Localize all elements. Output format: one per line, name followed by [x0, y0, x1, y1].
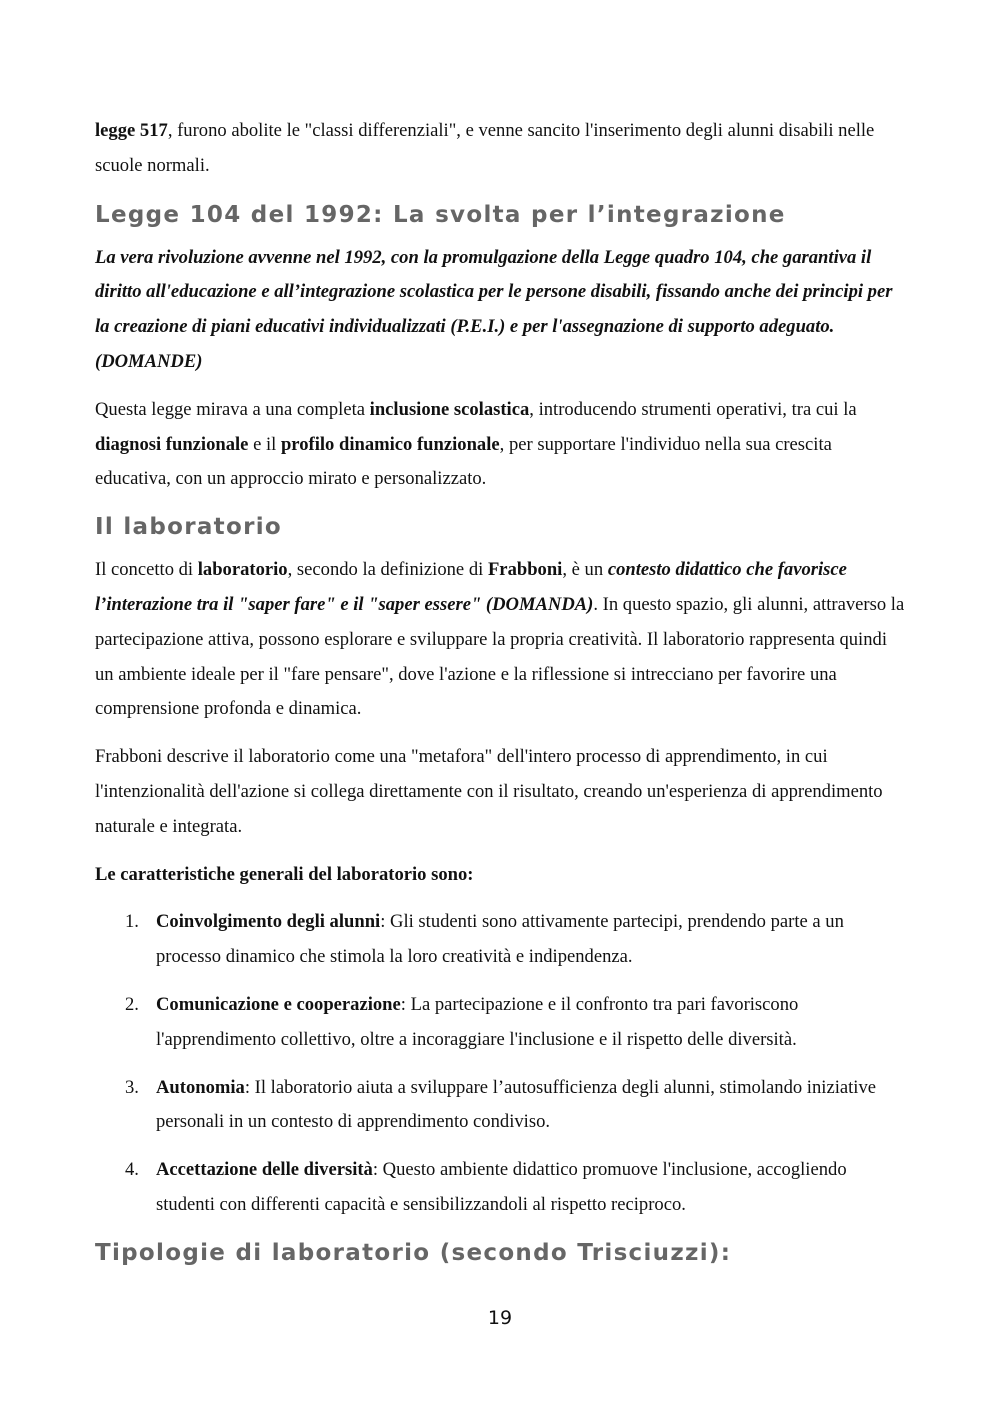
- text-segment: Questa legge mirava a una completa: [95, 398, 370, 420]
- list-item: [95, 905, 907, 975]
- list-number: 2.: [125, 993, 139, 1015]
- section-heading-tipologie: Tipologie di laboratorio (secondo Trisciuzzi):: [95, 1239, 732, 1266]
- list-item: [95, 1153, 907, 1223]
- paragraph-laboratorio-metafora: Frabboni descrive il laboratorio come una "metafora" dell'intero processo di apprendimento, in cui l'intenzionalità dell'azione si collega direttamente con il risultato, creando un'esperienza di apprendimento naturale e integrata.: [95, 746, 883, 837]
- bold-term: profilo dinamico funzionale: [280, 433, 500, 455]
- list-item: [95, 988, 907, 1058]
- section-heading-legge-104: Legge 104 del 1992: La svolta per l’integrazione: [95, 201, 786, 228]
- bold-term: Frabboni: [487, 559, 563, 581]
- text-segment: , introducendo strumenti operativi, tra cui la: [529, 398, 857, 420]
- bold-term: inclusione scolastica: [369, 398, 530, 420]
- text-segment: Il concetto di: [95, 559, 198, 581]
- bold-term: laboratorio: [197, 559, 288, 581]
- feature-text: : Il laboratorio aiuta a sviluppare l’autosufficienza degli alunni, stimolando iniziative personali in un contesto di apprendimento condiviso.: [156, 1076, 876, 1133]
- text-segment: , è un: [562, 559, 608, 581]
- section-heading-laboratorio: Il laboratorio: [95, 514, 283, 541]
- text-segment: . In questo spazio, gli alunni, attraverso la partecipazione attiva, possono esplorare e sviluppare la propria creatività. Il laboratorio rappresenta quindi un ambiente ideale per il "fare pensare", dove l'azione e la riflessione si intrecciano per favorire una comprensione profonda e dinamica.: [95, 593, 905, 720]
- feature-title: Comunicazione e cooperazione: [156, 993, 401, 1015]
- feature-title: Autonomia: [156, 1076, 245, 1098]
- law-reference: legge 517: [95, 120, 168, 141]
- feature-title: Accettazione delle diversità: [156, 1159, 373, 1181]
- feature-text: : La partecipazione e il confronto tra pari favoriscono l'apprendimento collettivo, oltre a incoraggiare l'inclusione e il rispetto delle diversità.: [156, 993, 799, 1050]
- feature-text: : Questo ambiente didattico promuove l'inclusione, accogliendo studenti con differenti capacità e sensibilizzandoli al rispetto reciproco.: [156, 1159, 847, 1215]
- text-segment: , secondo la definizione di: [287, 559, 488, 581]
- text-segment: e il: [248, 433, 281, 455]
- list-number: 1.: [125, 911, 139, 933]
- features-title: Le caratteristiche generali del laboratorio sono:: [95, 863, 474, 885]
- bold-italic-term: contesto didattico che favorisce l’interazione tra il "saper fare" e il "saper essere" (DOMANDA): [95, 559, 847, 615]
- page-number: 19: [487, 1307, 513, 1329]
- list-item: [95, 1071, 907, 1141]
- paragraph-text: , furono abolite le "classi differenziali", e venne sancito l'inserimento degli alunni disabili nelle scuole normali.: [95, 120, 875, 176]
- list-number: 3.: [125, 1076, 139, 1098]
- feature-text: : Gli studenti sono attivamente partecipi, prendendo parte a un processo dinamico che stimola la loro creatività e indipendenza.: [156, 911, 844, 968]
- feature-title: Coinvolgimento degli alunni: [156, 911, 381, 933]
- document-page: [95, 114, 907, 1270]
- features-list: [95, 905, 907, 1222]
- text-segment: , per supportare l'individuo nella sua crescita educativa, con un approccio mirato e personalizzato.: [95, 433, 832, 490]
- paragraph-intro: [95, 114, 907, 184]
- bold-term: diagnosi funzionale: [95, 433, 249, 455]
- paragraph-legge-104-body: [95, 393, 907, 497]
- list-number: 4.: [125, 1159, 139, 1181]
- paragraph-laboratorio-definition: [95, 553, 907, 727]
- paragraph-legge-104-highlight: La vera rivoluzione avvenne nel 1992, con la promulgazione della Legge quadro 104, che garantiva il diritto all'educazione e all’integrazione scolastica per le persone disabili, fissando anche dei principi per la creazione di piani educativi individualizzati (P.E.I.) e per l'assegnazione di supporto adeguato. (DOMANDE): [95, 246, 893, 372]
